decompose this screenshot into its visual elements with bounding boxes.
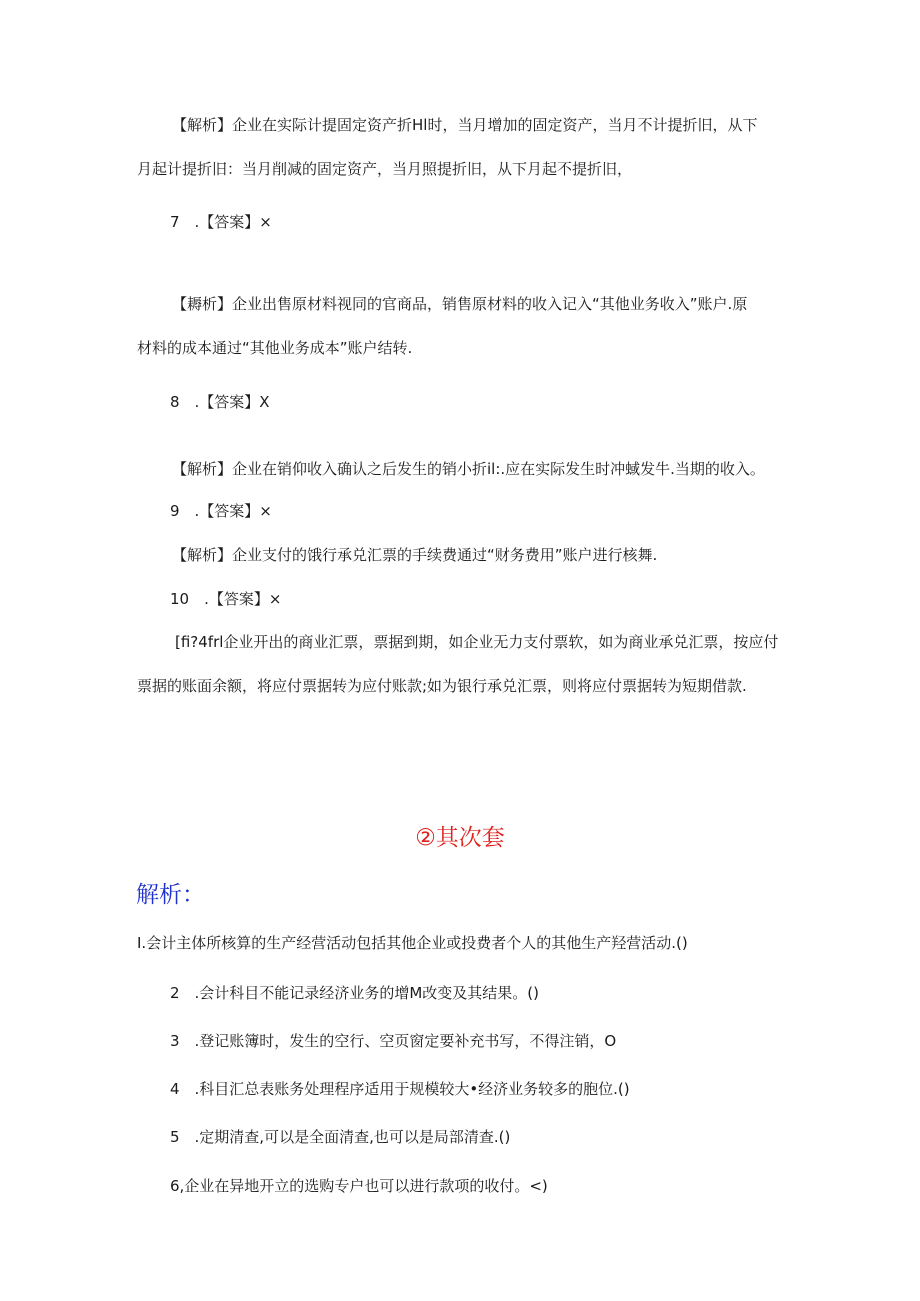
analysis-heading: 解析： — [136, 882, 205, 908]
q6-analysis-line-2: 月起计提折旧：当月削减的固定资产，当月照提折旧，从下月起不提折旧， — [137, 160, 633, 178]
set2-question-2: 2 .会计科目不能记录经济业务的增M改变及其结果。() — [170, 984, 539, 1002]
set2-question-5: 5 .定期清查,可以是全面清查,也可以是局部清查.() — [170, 1128, 511, 1146]
q7-analysis-line-2: 材料的成本通过“其他业务成本”账户结转. — [137, 339, 413, 357]
set2-question-4: 4 .科目汇总表账务处理程序适用于规模较大•经济业务较多的胞位.() — [170, 1080, 630, 1098]
section-title: ②其次套 — [415, 825, 505, 851]
q8-answer: 8 .【答案】X — [170, 393, 270, 411]
q6-analysis-line-1: 【解析】企业在实际计提固定资产折Hl时，当月增加的固定资产，当月不计提折旧，从下 — [172, 116, 758, 134]
q10-answer: 10 .【答案】× — [170, 590, 282, 608]
q10-analysis-line-1: [fi?4frl企业开出的商业汇票，票据到期，如企业无力支付票软，如为商业承兑汇票，按应付 — [175, 633, 779, 651]
set2-question-1: I.会计主体所核算的生产经营活动包括其他企业或投费者个人的其他生产羟营活动.() — [137, 934, 688, 952]
q10-analysis-line-2: 票据的账面余额，将应付票据转为应付账款;如为银行承兑汇票，则将应付票据转为短期借款. — [137, 677, 747, 695]
q7-analysis-line-1: 【耨析】企业出售原材料视同的官商品，销售原材料的收入记入“其他业务收入”账户.原 — [172, 295, 748, 313]
set2-question-6: 6,企业在异地开立的选购专户也可以进行款项的收付。<) — [170, 1177, 548, 1195]
q7-answer: 7 .【答案】× — [170, 213, 272, 231]
q9-analysis: 【解析】企业支付的饿行承兑汇票的手续费通过“财务费用”账户进行核舞. — [172, 546, 658, 564]
q8-analysis: 【解析】企业在销仰收入确认之后发生的销小折il:.应在实际发生时冲蜮发牛.当期的收入。 — [172, 460, 765, 478]
q9-answer: 9 .【答案】× — [170, 502, 272, 520]
set2-question-3: 3 .登记账簿时，发生的空行、空页窗定要补充书写，不得注销，O — [170, 1032, 617, 1050]
